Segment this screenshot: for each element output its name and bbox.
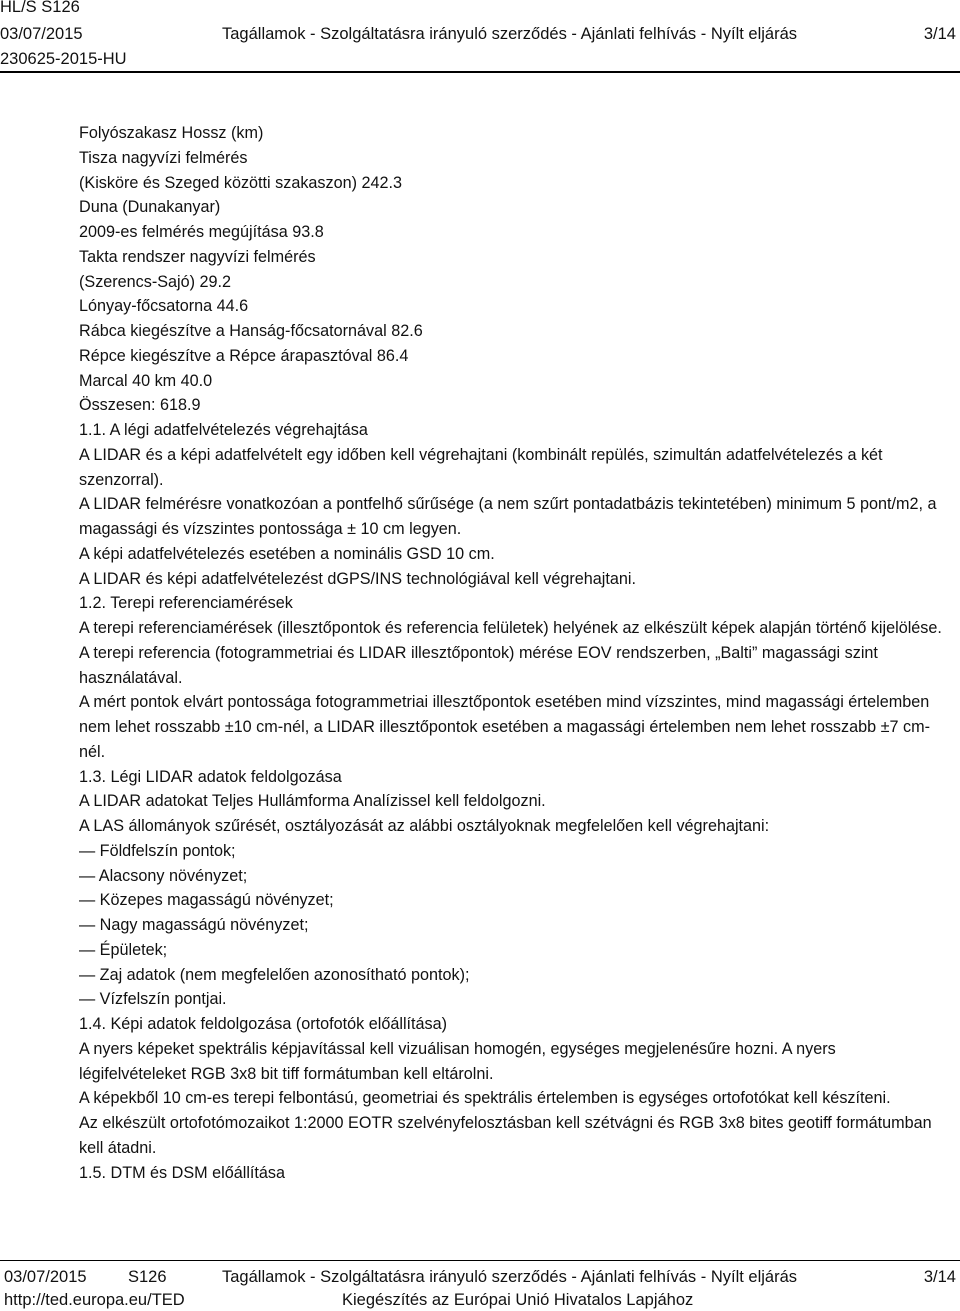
paragraph: A nyers képeket spektrális képjavítással kell vizuálisan homogén, egységes megjelenésűre hozni. A nyers légifelvételeket RGB 3x8 bit tiff formátumban kell eltárolni. — [79, 1039, 836, 1083]
section-heading: 1.4. Képi adatok feldolgozása (ortofotók előállítása) — [79, 1015, 448, 1033]
footer-series: S126 — [128, 1268, 167, 1286]
table-row: Rábca kiegészítve a Hanság-főcsatornával 82.6 — [79, 322, 423, 340]
paragraph: A mért pontok elvárt pontossága fotogrammetriai illesztőpontok esetében mind vízszintes, mind magassági értelemben nem lehet rosszabb ±10 cm-nél, a LIDAR illesztőpontok esetében a magassági értelemben nem lehet rosszabb ±7 cm-nél. — [79, 693, 930, 761]
list-item: — Nagy magasságú növényzet; — [79, 916, 309, 934]
document-body — [79, 121, 945, 1185]
header-date: 03/07/2015 — [0, 25, 83, 43]
paragraph: A képekből 10 cm-es terepi felbontású, geometriai és spektrális értelemben is egységes ortofotókat kell készíteni. — [79, 1089, 891, 1108]
list-item: — Épületek; — [79, 940, 168, 959]
section-heading: 1.3. Légi LIDAR adatok feldolgozása — [79, 767, 342, 786]
section-heading: 1.5. DTM és DSM előállítása — [79, 1163, 286, 1182]
footer-date: 03/07/2015 — [4, 1268, 87, 1286]
table-row: Tisza nagyvízi felmérés — [79, 148, 248, 167]
list-item: — Zaj adatok (nem megfelelően azonosítható pontok); — [79, 965, 470, 984]
table-row: 2009-es felmérés megújítása 93.8 — [79, 223, 324, 241]
paragraph: A terepi referenciamérések (illesztőpontok és referencia felületek) helyének az elkészült képek alapján történő kijelölése. — [79, 619, 942, 637]
list-item: — Alacsony növényzet; — [79, 866, 248, 885]
paragraph: A LAS állományok szűrését, osztályozását az alábbi osztályoknak megfelelően kell végrehajtani: — [79, 817, 770, 835]
table-heading: Folyószakasz Hossz (km) — [79, 124, 264, 142]
paragraph: A LIDAR és képi adatfelvételezést dGPS/INS technológiával kell végrehajtani. — [79, 569, 636, 588]
list-item: — Közepes magasságú növényzet; — [79, 891, 334, 910]
section-heading: 1.2. Terepi referenciamérések — [79, 594, 293, 613]
table-row: Répce kiegészítve a Répce árapasztóval 86.4 — [79, 346, 409, 365]
table-row: Takta rendszer nagyvízi felmérés — [79, 247, 316, 266]
table-row: Marcal 40 km 40.0 — [79, 371, 213, 390]
paragraph: A LIDAR felmérésre vonatkozóan a pontfelhő sűrűsége (a nem szűrt pontadatbázis tekintetében) minimum 5 pont/m2, a magassági és vízszintes pontossága ± 10 cm legyen. — [79, 495, 937, 538]
header-title: Tagállamok - Szolgáltatásra irányuló szerződés - Ajánlati felhívás - Nyílt eljárás — [222, 25, 798, 43]
table-row: (Szerencs-Sajó) 29.2 — [79, 272, 232, 291]
header-divider — [0, 71, 960, 73]
section-heading: 1.1. A légi adatfelvételezés végrehajtása — [79, 421, 368, 439]
paragraph: Az elkészült ortofotómozaikot 1:2000 EOTR szelvényfelosztásban kell szétvágni és RGB 3x8 bites geotiff formátumban kell átadni. — [79, 1114, 932, 1157]
table-total: Összesen: 618.9 — [79, 396, 201, 415]
footer-publisher: Kiegészítés az Európai Unió Hivatalos Lapjához — [342, 1291, 694, 1309]
list-item: — Vízfelszín pontjai. — [79, 990, 227, 1009]
footer-divider — [0, 1260, 960, 1261]
footer-url-link[interactable]: http://ted.europa.eu/TED — [4, 1291, 185, 1309]
paragraph: A terepi referencia (fotogrammetriai és LIDAR illesztőpontok) mérése EOV rendszerben, „Balti” magassági szint használatával. — [79, 643, 878, 687]
footer-page-number: 3/14 — [923, 1268, 956, 1286]
table-row: Lónyay-főcsatorna 44.6 — [79, 297, 249, 316]
header-notice-id: 230625-2015-HU — [0, 50, 127, 68]
paragraph: A LIDAR adatokat Teljes Hullámforma Analízissel kell feldolgozni. — [79, 792, 546, 811]
header-page-number: 3/14 — [923, 25, 956, 43]
paragraph: A képi adatfelvételezés esetében a nominális GSD 10 cm. — [79, 544, 495, 563]
footer-title: Tagállamok - Szolgáltatásra irányuló szerződés - Ajánlati felhívás - Nyílt eljárás — [222, 1268, 798, 1286]
list-item: — Földfelszín pontok; — [79, 841, 236, 860]
header-series: HL/S S126 — [0, 0, 80, 16]
table-row: (Kisköre és Szeged közötti szakaszon) 242.3 — [79, 173, 403, 192]
table-row: Duna (Dunakanyar) — [79, 198, 221, 217]
paragraph: A LIDAR és a képi adatfelvételt egy időben kell végrehajtani (kombinált repülés, szimultán adatfelvételezés a két szenzorral). — [79, 445, 883, 489]
